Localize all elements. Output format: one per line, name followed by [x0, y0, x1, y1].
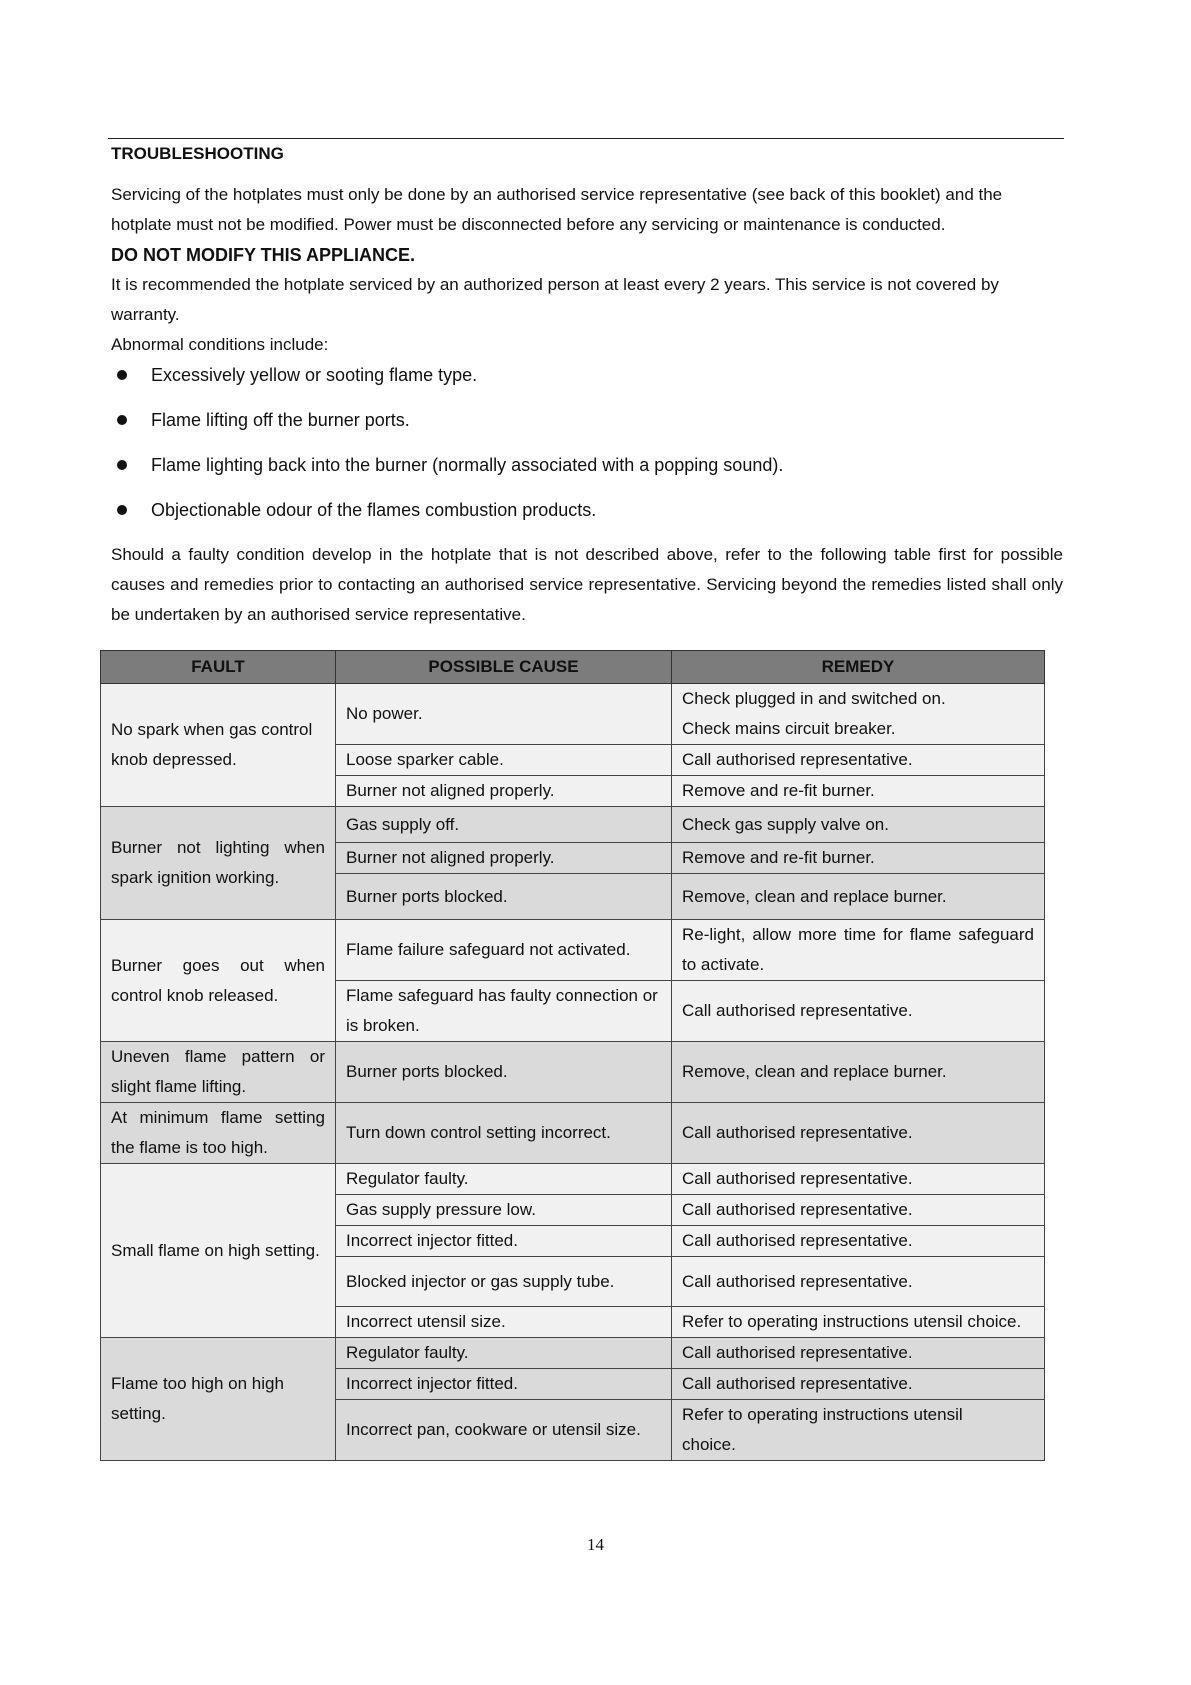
- list-item-text: Flame lifting off the burner ports.: [151, 410, 410, 430]
- remedy-cell: Call authorised representative.: [672, 1369, 1045, 1400]
- remedy-cell: Check gas supply valve on.: [672, 807, 1045, 843]
- table-row: [101, 1164, 1045, 1195]
- cause-cell: Burner ports blocked.: [336, 874, 672, 920]
- remedy-cell: Check plugged in and switched on. Check mains circuit breaker.: [672, 684, 1045, 745]
- cause-cell: Regulator faulty.: [336, 1338, 672, 1369]
- fault-cell: Burner goes out when control knob released.: [101, 920, 336, 1042]
- cause-cell: Gas supply off.: [336, 807, 672, 843]
- troubleshooting-table: [100, 650, 1045, 1461]
- list-item-text: Flame lighting back into the burner (normally associated with a popping sound).: [151, 455, 784, 475]
- list-item-text: Excessively yellow or sooting flame type.: [151, 365, 478, 385]
- list-item: [111, 497, 783, 542]
- cause-cell: Burner ports blocked.: [336, 1042, 672, 1103]
- remedy-cell: Remove and re-fit burner.: [672, 776, 1045, 807]
- cause-cell: Incorrect injector fitted.: [336, 1369, 672, 1400]
- remedy-cell: Call authorised representative.: [672, 1226, 1045, 1257]
- fault-cell: Small flame on high setting.: [101, 1164, 336, 1338]
- remedy-cell: Remove, clean and replace burner.: [672, 1042, 1045, 1103]
- table-row: [101, 1103, 1045, 1164]
- remedy-cell: Refer to operating instructions utensil choice.: [672, 1307, 1045, 1338]
- service-interval-paragraph: It is recommended the hotplate serviced by an authorized person at least every 2 years. This service is not covered by warranty.: [111, 275, 999, 324]
- fault-cell: Uneven flame pattern or slight flame lifting.: [101, 1042, 336, 1103]
- cause-cell: Incorrect pan, cookware or utensil size.: [336, 1400, 672, 1461]
- remedy-cell: Call authorised representative.: [672, 1257, 1045, 1307]
- table-row: [101, 1042, 1045, 1103]
- page-number: 14: [587, 1535, 604, 1554]
- fault-cell: No spark when gas control knob depressed.: [101, 684, 336, 807]
- bullet-icon: [117, 370, 127, 380]
- list-item: [111, 362, 783, 407]
- list-item: [111, 452, 783, 497]
- fault-cell: Flame too high on high setting.: [101, 1338, 336, 1461]
- table-header-row: [101, 651, 1045, 684]
- cause-cell: Burner not aligned properly.: [336, 843, 672, 874]
- fault-cell: At minimum flame setting the flame is too high.: [101, 1103, 336, 1164]
- remedy-cell: Call authorised representative.: [672, 1338, 1045, 1369]
- cause-cell: Incorrect injector fitted.: [336, 1226, 672, 1257]
- section-heading: TROUBLESHOOTING: [111, 144, 284, 163]
- cause-cell: Loose sparker cable.: [336, 745, 672, 776]
- cause-cell: Blocked injector or gas supply tube.: [336, 1257, 672, 1307]
- abnormal-conditions-intro: Abnormal conditions include:: [111, 335, 329, 354]
- cause-cell: Burner not aligned properly.: [336, 776, 672, 807]
- remedy-cell: Call authorised representative.: [672, 981, 1045, 1042]
- list-item: [111, 407, 783, 452]
- warning-text: DO NOT MODIFY THIS APPLIANCE.: [111, 245, 416, 265]
- list-item-text: Objectionable odour of the flames combustion products.: [151, 500, 597, 520]
- cause-cell: Flame failure safeguard not activated.: [336, 920, 672, 981]
- bullet-icon: [117, 415, 127, 425]
- cause-cell: Regulator faulty.: [336, 1164, 672, 1195]
- remedy-cell: Re-light, allow more time for flame safeguard to activate.: [672, 920, 1045, 981]
- bullet-icon: [117, 460, 127, 470]
- header-rule: [108, 138, 1064, 139]
- remedy-cell: Refer to operating instructions utensil choice.: [672, 1400, 1045, 1461]
- remedy-cell: Call authorised representative.: [672, 1103, 1045, 1164]
- cause-cell: Gas supply pressure low.: [336, 1195, 672, 1226]
- remedy-cell: Remove, clean and replace burner.: [672, 874, 1045, 920]
- servicing-paragraph: Servicing of the hotplates must only be done by an authorised service representative (see back of this booklet) and the hotplate must not be modified. Power must be disconnected before any servicing or maintenance is conducted.: [111, 185, 1003, 234]
- header-possible-cause: POSSIBLE CAUSE: [336, 651, 672, 684]
- header-remedy: REMEDY: [672, 651, 1045, 684]
- cause-cell: Flame safeguard has faulty connection or is broken.: [336, 981, 672, 1042]
- table-row: [101, 684, 1045, 745]
- faulty-condition-paragraph: Should a faulty condition develop in the hotplate that is not described above, refer to the following table first for possible causes and remedies prior to contacting an authorised service representative. Servicing beyond the remedies listed shall only be undertaken by an authorised service representative.: [111, 545, 1063, 624]
- table-row: [101, 920, 1045, 981]
- cause-cell: Incorrect utensil size.: [336, 1307, 672, 1338]
- remedy-cell: Call authorised representative.: [672, 745, 1045, 776]
- remedy-cell: Remove and re-fit burner.: [672, 843, 1045, 874]
- remedy-cell: Call authorised representative.: [672, 1195, 1045, 1226]
- abnormal-conditions-list: [111, 362, 783, 542]
- header-fault: FAULT: [101, 651, 336, 684]
- cause-cell: No power.: [336, 684, 672, 745]
- table-row: [101, 1338, 1045, 1369]
- table-row: [101, 807, 1045, 843]
- fault-cell: Burner not lighting when spark ignition working.: [101, 807, 336, 920]
- bullet-icon: [117, 505, 127, 515]
- cause-cell: Turn down control setting incorrect.: [336, 1103, 672, 1164]
- remedy-cell: Call authorised representative.: [672, 1164, 1045, 1195]
